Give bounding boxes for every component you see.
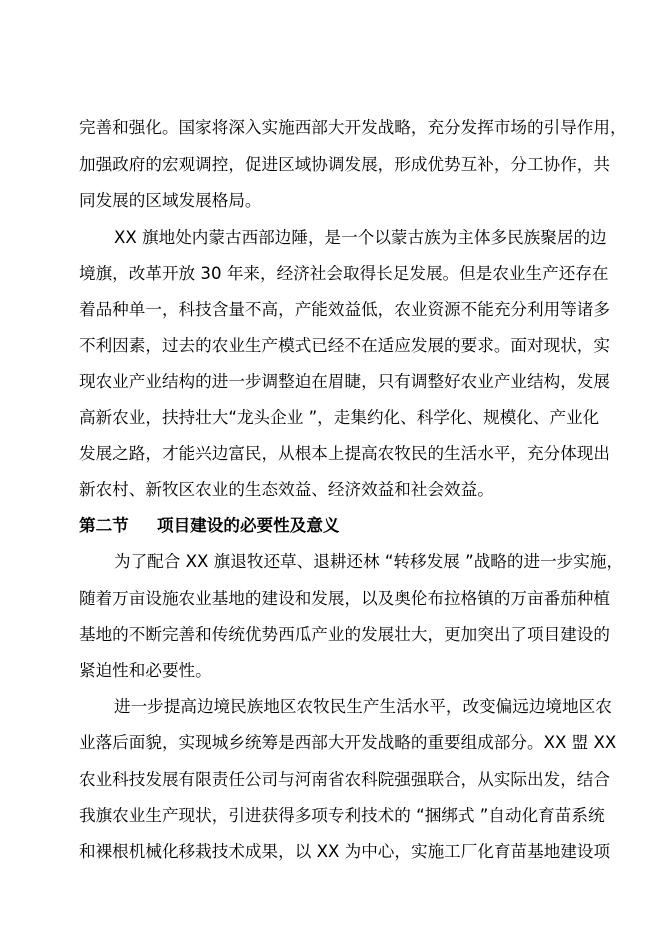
paragraph-line: 新农村、新牧区农业的生态效益、经济效益和社会效益。 (79, 480, 494, 499)
paragraph-line: 加强政府的宏观调控，促进区域协调发展，形成优势互补，分工协作，共 (79, 155, 610, 174)
paragraph-line: 进一步提高边境民族地区农牧民生产生活水平，改变偏远边境地区农 (114, 697, 612, 716)
paragraph-line: 境旗，改革开放 30 年来，经济社会取得长足发展。但是农业生产还存在 (79, 264, 609, 283)
paragraph-line: 紧迫性和必要性。 (79, 661, 212, 680)
paragraph-line: 农业科技发展有限责任公司与河南省农科院强强联合，从实际出发，结合 (79, 770, 610, 789)
paragraph-line: 发展之路，才能兴边富民，从根本上提高农牧民的生活水平，充分体现出 (79, 444, 610, 463)
paragraph-line: 高新农业，扶持壮大“龙头企业 ”，走集约化、科学化、规模化、产业化 (79, 408, 600, 427)
paragraph-line: XX 旗地处内蒙古西部边陲，是一个以蒙古族为主体多民族聚居的边 (114, 228, 607, 247)
section-heading (79, 516, 589, 536)
paragraph-line: 随着万亩设施农业基地的建设和发展，以及奥伦布拉格镇的万亩番茄种植 (79, 589, 610, 608)
paragraph-line: 着品种单一，科技含量不高，产能效益低，农业资源不能充分利用等诸多 (79, 300, 610, 319)
paragraph-line: 不利因素，过去的农业生产模式已经不在适应发展的要求。面对现状，实 (79, 336, 610, 355)
paragraph-line: 完善和强化。国家将深入实施西部大开发战略，充分发挥市场的引导作用， (79, 118, 627, 137)
section-title: 项目建设的必要性及意义 (157, 516, 340, 535)
paragraph-line: 同发展的区域发展格局。 (79, 191, 262, 210)
paragraph-line: 现农业产业结构的进一步调整迫在眉睫，只有调整好农业产业结构，发展 (79, 372, 610, 391)
paragraph-line: 业落后面貌，实现城乡统筹是西部大开发战略的重要组成部分。XX 盟 XX (79, 733, 617, 752)
paragraph-line: 我旗农业生产现状，引进获得多项专利技术的 “捆绑式 ”自动化育苗系统 (79, 806, 605, 825)
paragraph-line: 为了配合 XX 旗退牧还草、退耕还林 “转移发展 ”战略的进一步实施， (114, 552, 624, 571)
paragraph-line: 和裸根机械化移栽技术成果，以 XX 为中心，实施工厂化育苗基地建设项 (79, 842, 611, 861)
paragraph-line: 基地的不断完善和传统优势西瓜产业的发展壮大，更加突出了项目建设的 (79, 625, 610, 644)
section-number: 第二节 (79, 516, 129, 535)
